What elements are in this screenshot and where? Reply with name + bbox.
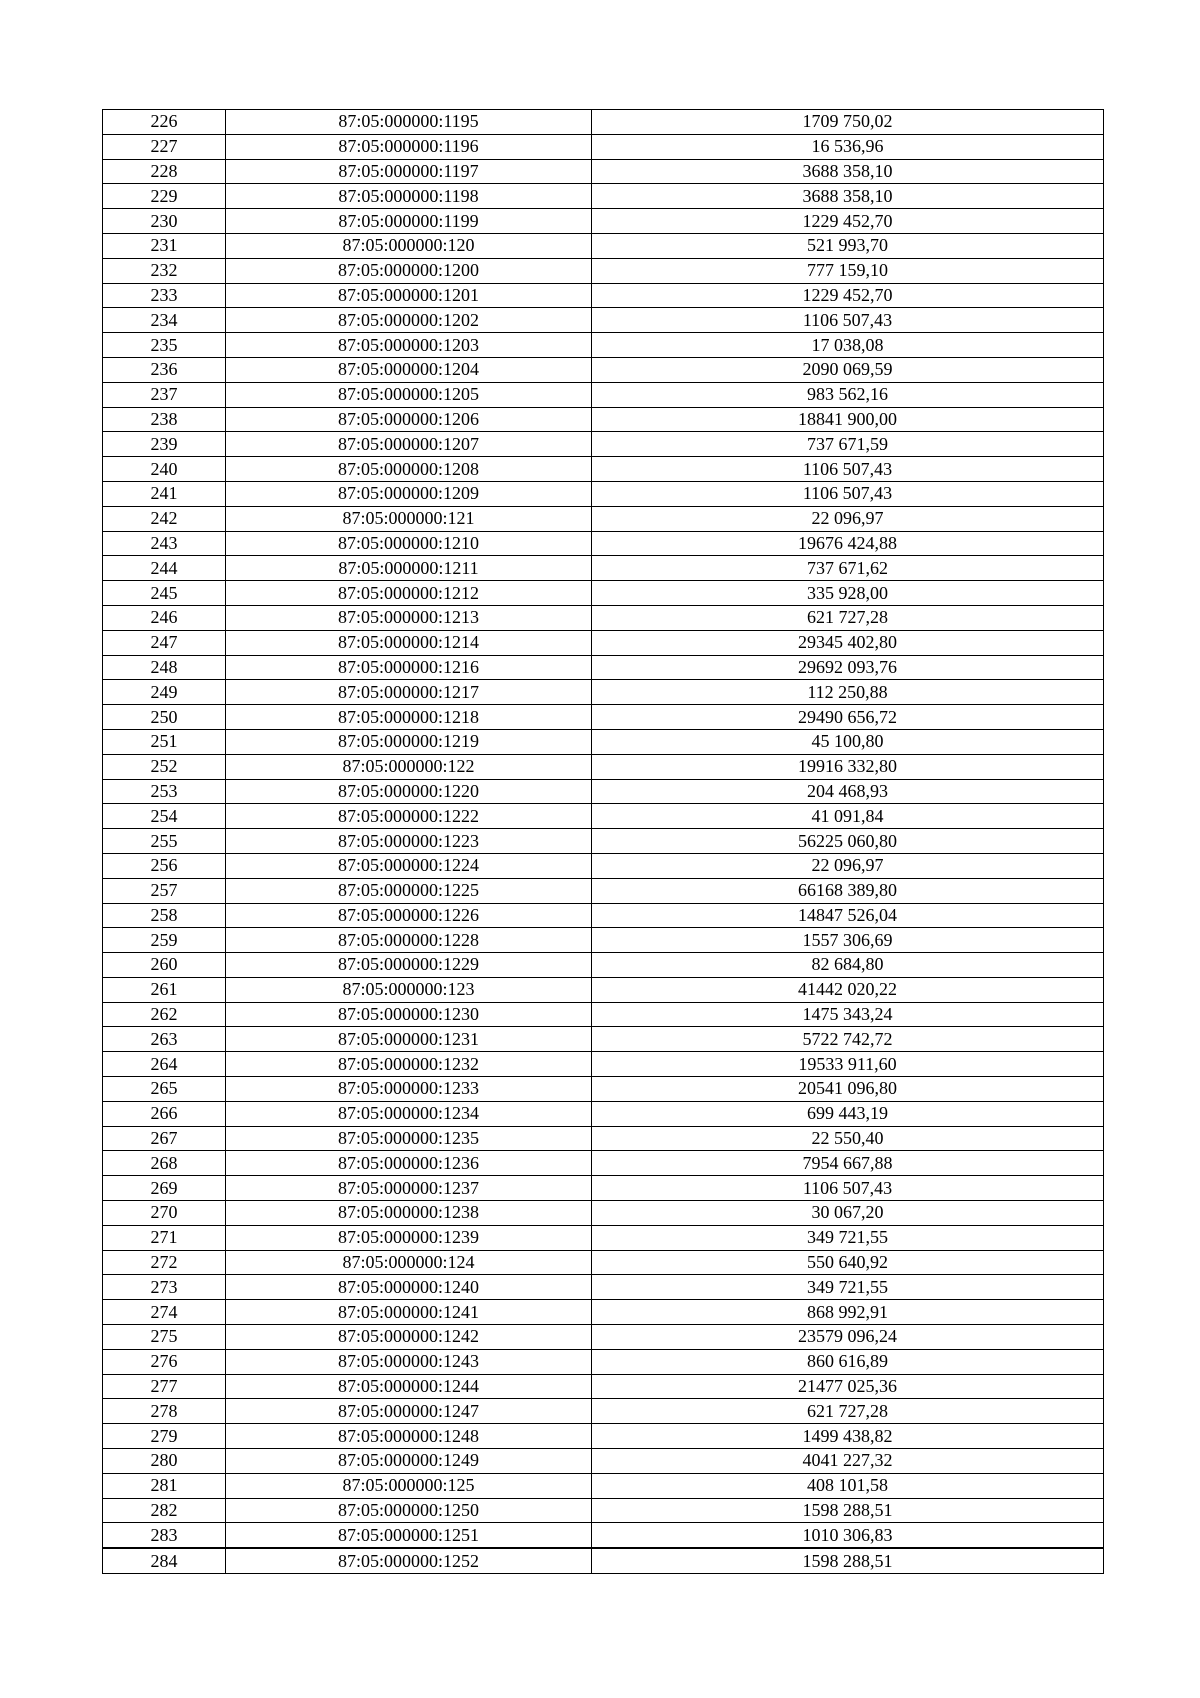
row-number-cell: 242 [103,506,226,531]
cadastral-number-cell: 87:05:000000:1210 [226,531,592,556]
value-cell: 19533 911,60 [592,1052,1104,1077]
value-cell: 1106 507,43 [592,457,1104,482]
table-row [103,903,1104,928]
value-cell: 204 468,93 [592,779,1104,804]
value-cell: 860 616,89 [592,1349,1104,1374]
value-cell: 3688 358,10 [592,184,1104,209]
row-number-cell: 260 [103,953,226,978]
cadastral-number-cell: 87:05:000000:1206 [226,407,592,432]
row-number-cell: 268 [103,1151,226,1176]
value-cell: 82 684,80 [592,953,1104,978]
value-cell: 66168 389,80 [592,878,1104,903]
row-number-cell: 252 [103,754,226,779]
value-cell: 4041 227,32 [592,1449,1104,1474]
row-number-cell: 229 [103,184,226,209]
table-row [103,1027,1104,1052]
value-cell: 19916 332,80 [592,754,1104,779]
cadastral-number-cell: 87:05:000000:1212 [226,581,592,606]
row-number-cell: 243 [103,531,226,556]
value-cell: 19676 424,88 [592,531,1104,556]
value-cell: 18841 900,00 [592,407,1104,432]
value-cell: 7954 667,88 [592,1151,1104,1176]
row-number-cell: 261 [103,977,226,1002]
table-row [103,630,1104,655]
table-row [103,432,1104,457]
value-cell: 621 727,28 [592,605,1104,630]
row-number-cell: 240 [103,457,226,482]
value-cell: 1106 507,43 [592,308,1104,333]
row-number-cell: 248 [103,655,226,680]
row-number-cell: 237 [103,382,226,407]
cadastral-number-cell: 87:05:000000:1213 [226,605,592,630]
table-row [103,134,1104,159]
value-cell: 22 096,97 [592,853,1104,878]
table-row [103,1300,1104,1325]
row-number-cell: 259 [103,928,226,953]
cadastral-number-cell: 87:05:000000:1229 [226,953,592,978]
value-cell: 22 550,40 [592,1126,1104,1151]
table-row [103,1176,1104,1201]
cadastral-number-cell: 87:05:000000:125 [226,1473,592,1498]
row-number-cell: 258 [103,903,226,928]
table-row [103,407,1104,432]
row-number-cell: 282 [103,1498,226,1523]
table-row [103,1424,1104,1449]
row-number-cell: 278 [103,1399,226,1424]
row-number-cell: 253 [103,779,226,804]
cadastral-number-cell: 87:05:000000:1214 [226,630,592,655]
cadastral-number-cell: 87:05:000000:1222 [226,804,592,829]
row-number-cell: 256 [103,853,226,878]
cadastral-number-cell: 87:05:000000:1195 [226,110,592,135]
value-cell: 56225 060,80 [592,829,1104,854]
table-row [103,1523,1104,1548]
table-row [103,283,1104,308]
table-row [103,233,1104,258]
cadastral-number-cell: 87:05:000000:1236 [226,1151,592,1176]
row-number-cell: 276 [103,1349,226,1374]
cadastral-number-cell: 87:05:000000:1242 [226,1325,592,1350]
table-row [103,1275,1104,1300]
table-row [103,977,1104,1002]
value-cell: 737 671,59 [592,432,1104,457]
row-number-cell: 255 [103,829,226,854]
cadastral-number-cell: 87:05:000000:1218 [226,705,592,730]
row-number-cell: 277 [103,1374,226,1399]
value-cell: 2090 069,59 [592,357,1104,382]
cadastral-number-cell: 87:05:000000:1204 [226,357,592,382]
table-row [103,1225,1104,1250]
value-cell: 41442 020,22 [592,977,1104,1002]
cadastral-number-cell: 87:05:000000:1203 [226,333,592,358]
row-number-cell: 283 [103,1523,226,1548]
cadastral-number-cell: 87:05:000000:123 [226,977,592,1002]
cadastral-number-cell: 87:05:000000:1219 [226,729,592,754]
value-cell: 983 562,16 [592,382,1104,407]
table-body [103,110,1104,1574]
cadastral-number-cell: 87:05:000000:1205 [226,382,592,407]
row-number-cell: 227 [103,134,226,159]
value-cell: 1499 438,82 [592,1424,1104,1449]
row-number-cell: 232 [103,258,226,283]
cadastral-number-cell: 87:05:000000:1251 [226,1523,592,1548]
table-row [103,209,1104,234]
row-number-cell: 270 [103,1201,226,1226]
row-number-cell: 264 [103,1052,226,1077]
row-number-cell: 254 [103,804,226,829]
row-number-cell: 267 [103,1126,226,1151]
cadastral-number-cell: 87:05:000000:1217 [226,680,592,705]
table-row [103,457,1104,482]
table-row [103,779,1104,804]
row-number-cell: 246 [103,605,226,630]
row-number-cell: 273 [103,1275,226,1300]
value-cell: 14847 526,04 [592,903,1104,928]
table-row [103,853,1104,878]
cadastral-number-cell: 87:05:000000:1202 [226,308,592,333]
row-number-cell: 247 [103,630,226,655]
cadastral-number-cell: 87:05:000000:1201 [226,283,592,308]
table-row [103,680,1104,705]
table-row [103,1201,1104,1226]
value-cell: 521 993,70 [592,233,1104,258]
value-cell: 1557 306,69 [592,928,1104,953]
value-cell: 112 250,88 [592,680,1104,705]
row-number-cell: 250 [103,705,226,730]
cadastral-number-cell: 87:05:000000:1238 [226,1201,592,1226]
cadastral-number-cell: 87:05:000000:1237 [226,1176,592,1201]
value-cell: 408 101,58 [592,1473,1104,1498]
value-cell: 335 928,00 [592,581,1104,606]
value-cell: 41 091,84 [592,804,1104,829]
row-number-cell: 275 [103,1325,226,1350]
cadastral-number-cell: 87:05:000000:1240 [226,1275,592,1300]
value-cell: 1106 507,43 [592,1176,1104,1201]
cadastral-number-cell: 87:05:000000:1226 [226,903,592,928]
cadastral-number-cell: 87:05:000000:1209 [226,481,592,506]
cadastral-number-cell: 87:05:000000:1230 [226,1002,592,1027]
table-row [103,357,1104,382]
cadastral-number-cell: 87:05:000000:1199 [226,209,592,234]
value-cell: 1229 452,70 [592,283,1104,308]
value-cell: 5722 742,72 [592,1027,1104,1052]
value-cell: 1598 288,51 [592,1498,1104,1523]
table-row [103,829,1104,854]
value-cell: 22 096,97 [592,506,1104,531]
cadastral-number-cell: 87:05:000000:1208 [226,457,592,482]
table-row [103,655,1104,680]
value-cell: 17 038,08 [592,333,1104,358]
row-number-cell: 230 [103,209,226,234]
cadastral-number-cell: 87:05:000000:1216 [226,655,592,680]
row-number-cell: 280 [103,1449,226,1474]
row-number-cell: 266 [103,1101,226,1126]
table-row [103,159,1104,184]
row-number-cell: 234 [103,308,226,333]
value-cell: 1598 288,51 [592,1548,1104,1573]
cadastral-number-cell: 87:05:000000:1228 [226,928,592,953]
row-number-cell: 272 [103,1250,226,1275]
table-row [103,928,1104,953]
cadastral-number-cell: 87:05:000000:1243 [226,1349,592,1374]
row-number-cell: 238 [103,407,226,432]
row-number-cell: 244 [103,556,226,581]
table-row [103,1325,1104,1350]
row-number-cell: 249 [103,680,226,705]
row-number-cell: 251 [103,729,226,754]
row-number-cell: 245 [103,581,226,606]
table-row [103,1077,1104,1102]
table-row [103,1349,1104,1374]
value-cell: 23579 096,24 [592,1325,1104,1350]
value-cell: 699 443,19 [592,1101,1104,1126]
table-row [103,729,1104,754]
row-number-cell: 236 [103,357,226,382]
value-cell: 737 671,62 [592,556,1104,581]
cadastral-number-cell: 87:05:000000:1239 [226,1225,592,1250]
cadastral-number-cell: 87:05:000000:1244 [226,1374,592,1399]
cadastral-number-cell: 87:05:000000:1197 [226,159,592,184]
table-row [103,953,1104,978]
table-row [103,1374,1104,1399]
cadastral-number-cell: 87:05:000000:1232 [226,1052,592,1077]
value-cell: 621 727,28 [592,1399,1104,1424]
cadastral-number-cell: 87:05:000000:1231 [226,1027,592,1052]
table-row [103,1151,1104,1176]
table-row [103,605,1104,630]
cadastral-number-cell: 87:05:000000:1252 [226,1548,592,1573]
table-row [103,1126,1104,1151]
row-number-cell: 233 [103,283,226,308]
cadastral-number-cell: 87:05:000000:1249 [226,1449,592,1474]
cadastral-number-cell: 87:05:000000:1224 [226,853,592,878]
value-cell: 1709 750,02 [592,110,1104,135]
cadastral-number-cell: 87:05:000000:124 [226,1250,592,1275]
table-row [103,531,1104,556]
table-row [103,581,1104,606]
table-row [103,110,1104,135]
value-cell: 777 159,10 [592,258,1104,283]
row-number-cell: 263 [103,1027,226,1052]
table-row [103,1101,1104,1126]
cadastral-number-cell: 87:05:000000:1225 [226,878,592,903]
cadastral-number-cell: 87:05:000000:1250 [226,1498,592,1523]
value-cell: 1475 343,24 [592,1002,1104,1027]
table-row [103,1052,1104,1077]
row-number-cell: 241 [103,481,226,506]
cadastral-number-cell: 87:05:000000:1235 [226,1126,592,1151]
cadastral-number-cell: 87:05:000000:1196 [226,134,592,159]
table-row [103,1002,1104,1027]
row-number-cell: 271 [103,1225,226,1250]
cadastral-number-cell: 87:05:000000:1223 [226,829,592,854]
table-row [103,481,1104,506]
table-row [103,258,1104,283]
cadastral-number-cell: 87:05:000000:120 [226,233,592,258]
row-number-cell: 235 [103,333,226,358]
table-row [103,1449,1104,1474]
value-cell: 29345 402,80 [592,630,1104,655]
value-cell: 29490 656,72 [592,705,1104,730]
row-number-cell: 257 [103,878,226,903]
row-number-cell: 284 [103,1548,226,1573]
value-cell: 29692 093,76 [592,655,1104,680]
row-number-cell: 262 [103,1002,226,1027]
value-cell: 30 067,20 [592,1201,1104,1226]
table-row [103,1548,1104,1573]
cadastral-number-cell: 87:05:000000:1248 [226,1424,592,1449]
table-row [103,1250,1104,1275]
table-row [103,506,1104,531]
row-number-cell: 239 [103,432,226,457]
value-cell: 868 992,91 [592,1300,1104,1325]
table-row [103,804,1104,829]
table-row [103,308,1104,333]
value-cell: 3688 358,10 [592,159,1104,184]
table-row [103,556,1104,581]
row-number-cell: 269 [103,1176,226,1201]
cadastral-number-cell: 87:05:000000:1198 [226,184,592,209]
cadastral-number-cell: 87:05:000000:1233 [226,1077,592,1102]
row-number-cell: 226 [103,110,226,135]
cadastral-number-cell: 87:05:000000:1207 [226,432,592,457]
cadastral-number-cell: 87:05:000000:1200 [226,258,592,283]
table-row [103,333,1104,358]
cadastral-number-cell: 87:05:000000:1234 [226,1101,592,1126]
cadastral-number-cell: 87:05:000000:1247 [226,1399,592,1424]
table-row [103,1498,1104,1523]
row-number-cell: 231 [103,233,226,258]
cadastral-number-cell: 87:05:000000:1241 [226,1300,592,1325]
cadastral-number-cell: 87:05:000000:122 [226,754,592,779]
cadastral-value-table [102,109,1104,1574]
table-row [103,878,1104,903]
table-row [103,754,1104,779]
cadastral-number-cell: 87:05:000000:121 [226,506,592,531]
cadastral-number-cell: 87:05:000000:1211 [226,556,592,581]
value-cell: 349 721,55 [592,1275,1104,1300]
row-number-cell: 265 [103,1077,226,1102]
value-cell: 550 640,92 [592,1250,1104,1275]
table-row [103,705,1104,730]
row-number-cell: 274 [103,1300,226,1325]
table-row [103,1473,1104,1498]
value-cell: 1229 452,70 [592,209,1104,234]
value-cell: 20541 096,80 [592,1077,1104,1102]
value-cell: 21477 025,36 [592,1374,1104,1399]
value-cell: 1010 306,83 [592,1523,1104,1548]
table-row [103,1399,1104,1424]
value-cell: 45 100,80 [592,729,1104,754]
value-cell: 349 721,55 [592,1225,1104,1250]
value-cell: 16 536,96 [592,134,1104,159]
value-cell: 1106 507,43 [592,481,1104,506]
table-row [103,382,1104,407]
row-number-cell: 281 [103,1473,226,1498]
row-number-cell: 279 [103,1424,226,1449]
table-row [103,184,1104,209]
cadastral-number-cell: 87:05:000000:1220 [226,779,592,804]
row-number-cell: 228 [103,159,226,184]
